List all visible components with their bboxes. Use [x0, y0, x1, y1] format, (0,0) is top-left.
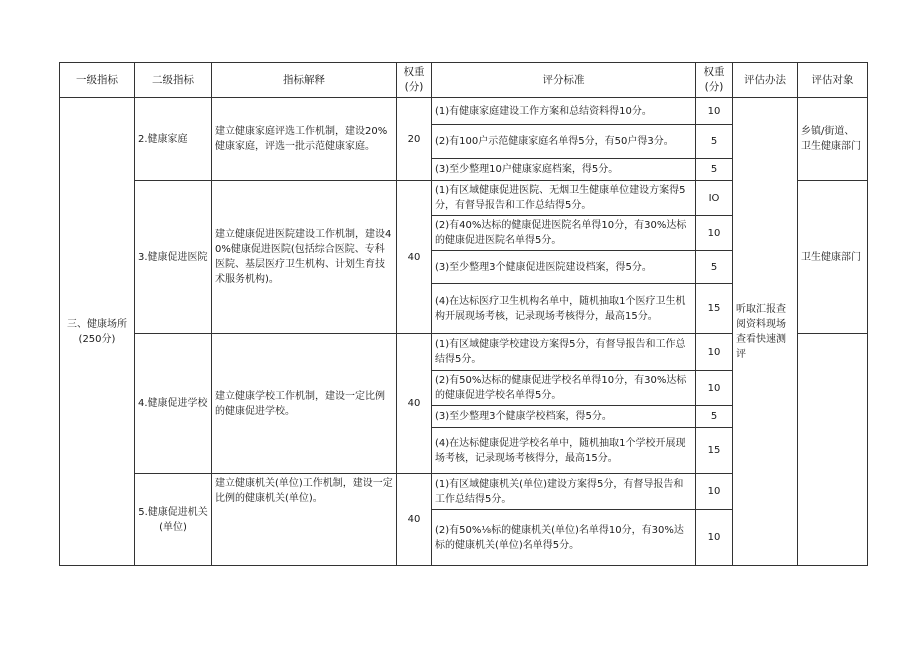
score-cell: 5 — [696, 159, 733, 181]
standard-cell: (4)在达标医疗卫生机构名单中，随机抽取1个医疗卫生机构开展现场考核，记录现场考核得分，最高15分。 — [432, 284, 696, 334]
explanation-cell: 建立健康促进医院建设工作机制，建设40%健康促进医院(包括综合医院、专科医院、基层医疗卫生机构、计划生育技术服务机构)。 — [212, 181, 397, 334]
standard-cell: (4)在达标健康促进学校名单中，随机抽取1个学校开展现场考核，记录现场考核得分，最高15分。 — [432, 428, 696, 474]
weight-cell: 40 — [397, 181, 432, 334]
standard-cell: (3)至少整理3个健康学校档案，得5分。 — [432, 406, 696, 428]
level2-cell: 3.健康促进医院 — [135, 181, 212, 334]
standard-cell: (2)有50%⅛标的健康机关(单位)名单得10分，有30%达标的健康机关(单位)名单得5分。 — [432, 510, 696, 566]
level1-cell: 三、健康场所(250分) — [60, 98, 135, 566]
header-standard: 评分标准 — [432, 63, 696, 98]
score-cell: 10 — [696, 510, 733, 566]
header-level2: 二级指标 — [135, 63, 212, 98]
explanation-cell: 建立健康机关(单位)工作机制，建设一定比例的健康机关(单位)。 — [212, 474, 397, 566]
score-cell: 5 — [696, 406, 733, 428]
weight-cell: 40 — [397, 474, 432, 566]
score-cell: 5 — [696, 125, 733, 159]
score-cell: 15 — [696, 428, 733, 474]
header-method: 评估办法 — [733, 63, 798, 98]
table-row — [60, 98, 868, 125]
score-cell: 5 — [696, 251, 733, 284]
score-cell: 10 — [696, 334, 733, 371]
standard-cell: (1)有区域健康促进医院、无烟卫生健康单位建设方案得5分，有督导报告和工作总结得5分。 — [432, 181, 696, 216]
score-cell: 15 — [696, 284, 733, 334]
standard-cell: (2)有100户示范健康家庭名单得5分，有50户得3分。 — [432, 125, 696, 159]
header-level1: 一级指标 — [60, 63, 135, 98]
standard-cell: (1)有区域健康机关(单位)建设方案得5分，有督导报告和工作总结得5分。 — [432, 474, 696, 510]
target-cell: 乡镇/街道、卫生健康部门 — [798, 98, 868, 181]
level2-cell: 5.健康促进机关(单位) — [135, 474, 212, 566]
score-cell: IO — [696, 181, 733, 216]
standard-cell: (2)有40%达标的健康促进医院名单得10分，有30%达标的健康促进医院名单得5分。 — [432, 216, 696, 251]
score-cell: 10 — [696, 474, 733, 510]
header-row — [60, 63, 868, 98]
score-cell: 10 — [696, 216, 733, 251]
method-cell: 听取汇报查阅资料现场查看快速测评 — [733, 98, 798, 566]
weight-cell: 20 — [397, 98, 432, 181]
standard-cell: (3)至少整理3个健康促进医院建设档案，得5分。 — [432, 251, 696, 284]
weight-cell: 40 — [397, 334, 432, 474]
explanation-cell: 建立健康家庭评选工作机制，建设20%健康家庭，评选一批示范健康家庭。 — [212, 98, 397, 181]
explanation-cell: 建立健康学校工作机制，建设一定比例的健康促进学校。 — [212, 334, 397, 474]
standard-cell: (1)有健康家庭建设工作方案和总结资料得10分。 — [432, 98, 696, 125]
evaluation-table — [59, 62, 868, 566]
target-cell-empty — [798, 334, 868, 566]
header-target: 评估对象 — [798, 63, 868, 98]
target-cell: 卫生健康部门 — [798, 181, 868, 334]
header-weight: 权重(分) — [397, 63, 432, 98]
standard-cell: (3)至少整理10户健康家庭档案，得5分。 — [432, 159, 696, 181]
header-weight2: 权重(分) — [696, 63, 733, 98]
header-explanation: 指标解释 — [212, 63, 397, 98]
score-cell: 10 — [696, 371, 733, 406]
level2-cell: 2.健康家庭 — [135, 98, 212, 181]
score-cell: 10 — [696, 98, 733, 125]
level2-cell: 4.健康促进学校 — [135, 334, 212, 474]
standard-cell: (1)有区域健康学校建设方案得5分，有督导报告和工作总结得5分。 — [432, 334, 696, 371]
standard-cell: (2)有50%达标的健康促进学校名单得10分，有30%达标的健康促进学校名单得5分。 — [432, 371, 696, 406]
